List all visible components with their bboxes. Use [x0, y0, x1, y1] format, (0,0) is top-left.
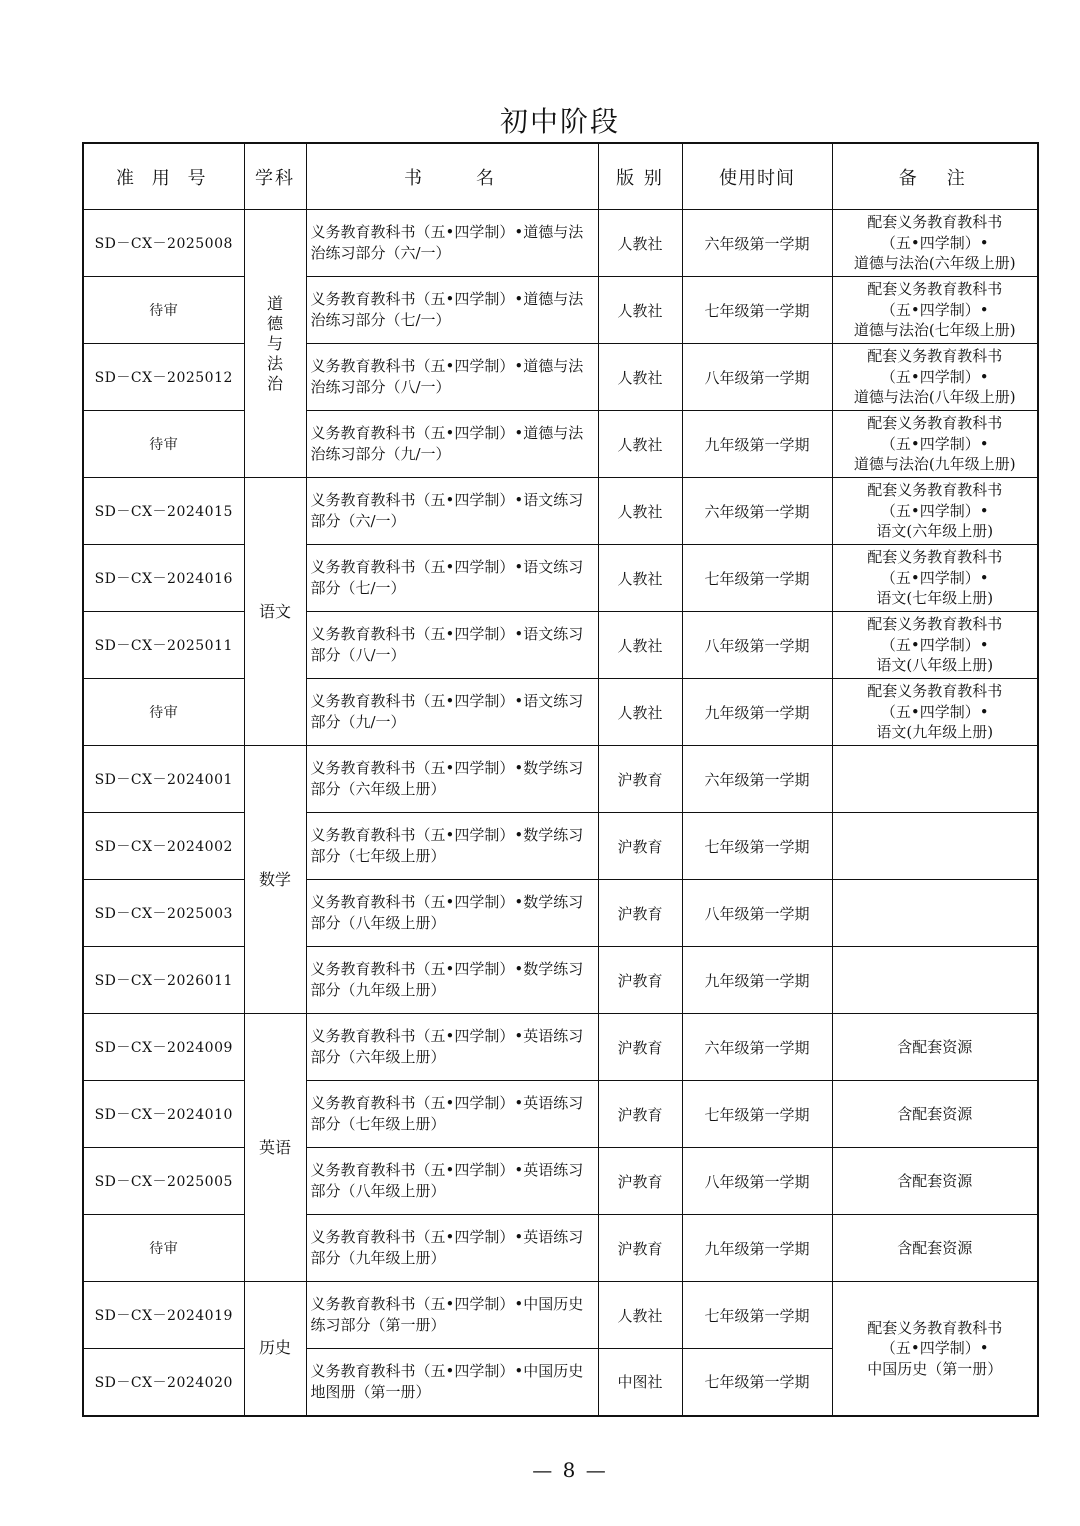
remark-cell: 配套义务教育教科书 （五•四学制）• 语文(六年级上册) — [832, 478, 1038, 545]
code-cell: 待审 — [83, 679, 244, 746]
remark-cell — [832, 880, 1038, 947]
code-cell: SD－CX－2025008 — [83, 210, 244, 277]
term-cell: 七年级第一学期 — [682, 1349, 832, 1416]
header-term: 使用时间 — [682, 143, 832, 210]
code-cell: SD－CX－2025005 — [83, 1148, 244, 1215]
table-row — [83, 411, 1038, 478]
subject-label: 道德与法治 — [266, 293, 283, 393]
remark-cell: 配套义务教育教科书 （五•四学制）• 道德与法治(九年级上册) — [832, 411, 1038, 478]
header-code: 准 用 号 — [83, 143, 244, 210]
header-title: 书 名 — [306, 143, 598, 210]
code-cell: SD－CX－2025011 — [83, 612, 244, 679]
title-cell: 义务教育教科书（五•四学制）•语文练习部分（八/一） — [306, 612, 598, 679]
title-cell: 义务教育教科书（五•四学制）•道德与法治练习部分（九/一） — [306, 411, 598, 478]
code-cell: 待审 — [83, 1215, 244, 1282]
title-cell: 义务教育教科书（五•四学制）•道德与法治练习部分（七/一） — [306, 277, 598, 344]
table-row — [83, 1014, 1038, 1081]
code-cell: SD－CX－2024009 — [83, 1014, 244, 1081]
term-cell: 九年级第一学期 — [682, 947, 832, 1014]
table-row — [83, 947, 1038, 1014]
table-row — [83, 478, 1038, 545]
term-cell: 七年级第一学期 — [682, 277, 832, 344]
title-cell: 义务教育教科书（五•四学制）•数学练习部分（八年级上册） — [306, 880, 598, 947]
code-cell: SD－CX－2024010 — [83, 1081, 244, 1148]
title-cell: 义务教育教科书（五•四学制）•中国历史练习部分（第一册） — [306, 1282, 598, 1349]
table-row — [83, 679, 1038, 746]
publisher-cell: 沪教育 — [598, 880, 682, 947]
term-cell: 八年级第一学期 — [682, 1148, 832, 1215]
remark-cell: 配套义务教育教科书 （五•四学制）• 中国历史（第一册） — [832, 1282, 1038, 1416]
term-cell: 六年级第一学期 — [682, 478, 832, 545]
code-cell: SD－CX－2024015 — [83, 478, 244, 545]
publisher-cell: 沪教育 — [598, 947, 682, 1014]
title-cell: 义务教育教科书（五•四学制）•英语练习部分（六年级上册） — [306, 1014, 598, 1081]
remark-cell: 配套义务教育教科书 （五•四学制）• 语文(九年级上册) — [832, 679, 1038, 746]
subject-cell: 英语 — [244, 1014, 306, 1282]
remark-cell — [832, 746, 1038, 813]
publisher-cell: 人教社 — [598, 277, 682, 344]
code-cell: SD－CX－2024019 — [83, 1282, 244, 1349]
publisher-cell: 中图社 — [598, 1349, 682, 1416]
publisher-cell: 沪教育 — [598, 1215, 682, 1282]
table-row — [83, 1215, 1038, 1282]
title-cell: 义务教育教科书（五•四学制）•英语练习部分（九年级上册） — [306, 1215, 598, 1282]
textbook-table — [82, 142, 1039, 1417]
code-cell: SD－CX－2024001 — [83, 746, 244, 813]
title-cell: 义务教育教科书（五•四学制）•英语练习部分（八年级上册） — [306, 1148, 598, 1215]
term-cell: 七年级第一学期 — [682, 1282, 832, 1349]
publisher-cell: 沪教育 — [598, 1148, 682, 1215]
remark-cell: 配套义务教育教科书 （五•四学制）• 语文(八年级上册) — [832, 612, 1038, 679]
remark-cell: 含配套资源 — [832, 1148, 1038, 1215]
title-cell: 义务教育教科书（五•四学制）•语文练习部分（七/一） — [306, 545, 598, 612]
subject-cell: 语文 — [244, 478, 306, 746]
title-cell: 义务教育教科书（五•四学制）•中国历史地图册（第一册） — [306, 1349, 598, 1416]
table-row — [83, 210, 1038, 277]
term-cell: 八年级第一学期 — [682, 612, 832, 679]
term-cell: 六年级第一学期 — [682, 210, 832, 277]
remark-cell: 含配套资源 — [832, 1014, 1038, 1081]
publisher-cell: 沪教育 — [598, 746, 682, 813]
title-cell: 义务教育教科书（五•四学制）•英语练习部分（七年级上册） — [306, 1081, 598, 1148]
remark-cell: 配套义务教育教科书 （五•四学制）• 道德与法治(六年级上册) — [832, 210, 1038, 277]
code-cell: SD－CX－2025003 — [83, 880, 244, 947]
table-row — [83, 1282, 1038, 1349]
publisher-cell: 沪教育 — [598, 813, 682, 880]
table-row — [83, 813, 1038, 880]
publisher-cell: 人教社 — [598, 679, 682, 746]
publisher-cell: 沪教育 — [598, 1014, 682, 1081]
title-cell: 义务教育教科书（五•四学制）•道德与法治练习部分（六/一） — [306, 210, 598, 277]
table-row — [83, 612, 1038, 679]
page-number: — 8 — — [532, 1458, 608, 1482]
code-cell: SD－CX－2024016 — [83, 545, 244, 612]
code-cell: SD－CX－2026011 — [83, 947, 244, 1014]
term-cell: 七年级第一学期 — [682, 813, 832, 880]
remark-cell: 含配套资源 — [832, 1081, 1038, 1148]
publisher-cell: 人教社 — [598, 210, 682, 277]
title-cell: 义务教育教科书（五•四学制）•数学练习部分（六年级上册） — [306, 746, 598, 813]
table-row — [83, 880, 1038, 947]
term-cell: 八年级第一学期 — [682, 880, 832, 947]
code-cell: 待审 — [83, 411, 244, 478]
remark-cell — [832, 813, 1038, 880]
subject-cell: 历史 — [244, 1282, 306, 1416]
title-cell: 义务教育教科书（五•四学制）•数学练习部分（九年级上册） — [306, 947, 598, 1014]
table-row — [83, 1081, 1038, 1148]
code-cell: SD－CX－2025012 — [83, 344, 244, 411]
subject-cell — [244, 210, 306, 478]
table-row — [83, 344, 1038, 411]
term-cell: 九年级第一学期 — [682, 1215, 832, 1282]
remark-cell: 配套义务教育教科书 （五•四学制）• 道德与法治(七年级上册) — [832, 277, 1038, 344]
table-row — [83, 277, 1038, 344]
page-title: 初中阶段 — [499, 105, 620, 138]
term-cell: 九年级第一学期 — [682, 679, 832, 746]
header-subject: 学科 — [244, 143, 306, 210]
title-cell: 义务教育教科书（五•四学制）•数学练习部分（七年级上册） — [306, 813, 598, 880]
publisher-cell: 人教社 — [598, 545, 682, 612]
table-header-row — [83, 143, 1038, 210]
publisher-cell: 人教社 — [598, 344, 682, 411]
publisher-cell: 人教社 — [598, 411, 682, 478]
publisher-cell: 人教社 — [598, 1282, 682, 1349]
title-cell: 义务教育教科书（五•四学制）•语文练习部分（九/一） — [306, 679, 598, 746]
term-cell: 七年级第一学期 — [682, 1081, 832, 1148]
term-cell: 七年级第一学期 — [682, 545, 832, 612]
title-cell: 义务教育教科书（五•四学制）•道德与法治练习部分（八/一） — [306, 344, 598, 411]
remark-cell: 配套义务教育教科书 （五•四学制）• 道德与法治(八年级上册) — [832, 344, 1038, 411]
term-cell: 六年级第一学期 — [682, 1014, 832, 1081]
table-row — [83, 746, 1038, 813]
subject-cell: 数学 — [244, 746, 306, 1014]
table-row — [83, 545, 1038, 612]
code-cell: SD－CX－2024002 — [83, 813, 244, 880]
remark-cell: 含配套资源 — [832, 1215, 1038, 1282]
term-cell: 六年级第一学期 — [682, 746, 832, 813]
header-remark: 备 注 — [832, 143, 1038, 210]
title-cell: 义务教育教科书（五•四学制）•语文练习部分（六/一） — [306, 478, 598, 545]
remark-cell — [832, 947, 1038, 1014]
publisher-cell: 人教社 — [598, 612, 682, 679]
term-cell: 八年级第一学期 — [682, 344, 832, 411]
code-cell: SD－CX－2024020 — [83, 1349, 244, 1416]
remark-cell: 配套义务教育教科书 （五•四学制）• 语文(七年级上册) — [832, 545, 1038, 612]
term-cell: 九年级第一学期 — [682, 411, 832, 478]
publisher-cell: 人教社 — [598, 478, 682, 545]
header-publisher: 版 别 — [598, 143, 682, 210]
table-row — [83, 1148, 1038, 1215]
publisher-cell: 沪教育 — [598, 1081, 682, 1148]
code-cell: 待审 — [83, 277, 244, 344]
